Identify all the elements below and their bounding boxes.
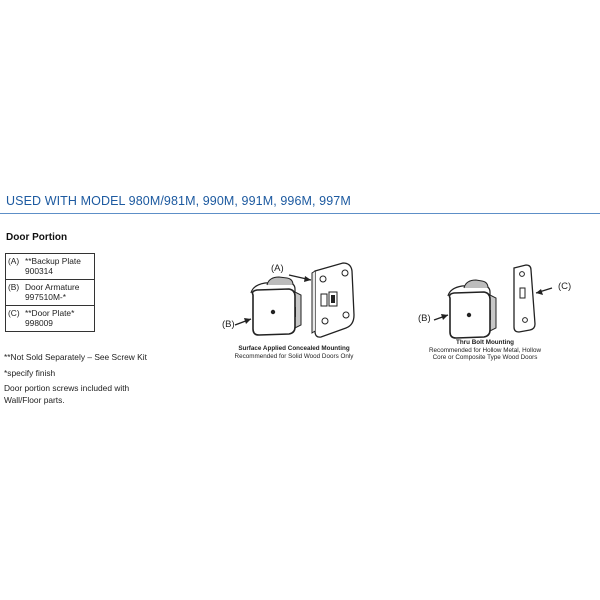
caption-line2: Core or Composite Type Wood Doors <box>432 354 538 361</box>
door-armature-illustration <box>251 277 301 335</box>
door-armature-illustration <box>448 280 496 338</box>
label-b: (B) <box>222 319 235 330</box>
screws-note-line2: Wall/Floor parts. <box>4 395 65 405</box>
not-sold-note: **Not Sold Separately – See Screw Kit <box>4 352 147 362</box>
thru-bolt-diagram <box>410 262 570 342</box>
caption-subtitle: Recommended for Solid Wood Doors Only <box>234 352 354 360</box>
label-a: (A) <box>271 263 284 274</box>
label-c: (C) <box>558 281 572 292</box>
thru-bolt-caption <box>418 339 552 362</box>
arrow-b-head <box>441 314 448 320</box>
label-b: (B) <box>418 313 431 324</box>
finish-note: *specify finish <box>4 368 56 378</box>
part-number: 997510M-* <box>25 292 66 302</box>
heading-divider <box>0 213 600 214</box>
part-row-b <box>6 279 94 305</box>
part-letter: (A) <box>8 256 20 266</box>
part-name: **Door Plate* <box>25 308 75 318</box>
backup-plate-illustration <box>312 263 354 337</box>
page-heading: USED WITH MODEL 980M/981M, 990M, 991M, 996M, 997M <box>6 194 351 208</box>
arrow-a-head <box>304 276 311 282</box>
surface-mount-caption <box>228 345 360 360</box>
part-name: Door Armature <box>25 282 80 292</box>
screws-note-line1: Door portion screws included with <box>4 383 130 393</box>
surface-mount-diagram <box>215 255 380 347</box>
section-title: Door Portion <box>6 232 68 243</box>
part-letter: (C) <box>8 308 20 318</box>
arrow-b-head <box>244 318 251 324</box>
caption-title: Surface Applied Concealed Mounting <box>238 345 350 352</box>
part-letter: (B) <box>8 282 20 292</box>
part-name: **Backup Plate <box>25 256 81 266</box>
parts-table <box>5 253 95 332</box>
part-number: 900314 <box>25 266 53 276</box>
caption-title: Thru Bolt Mounting <box>455 339 515 346</box>
part-number: 998009 <box>25 318 53 328</box>
door-plate-illustration <box>514 265 535 332</box>
part-row-c <box>6 305 94 331</box>
part-row-a <box>6 254 94 279</box>
caption-line1: Recommended for Hollow Metal, Hollow <box>429 346 541 354</box>
